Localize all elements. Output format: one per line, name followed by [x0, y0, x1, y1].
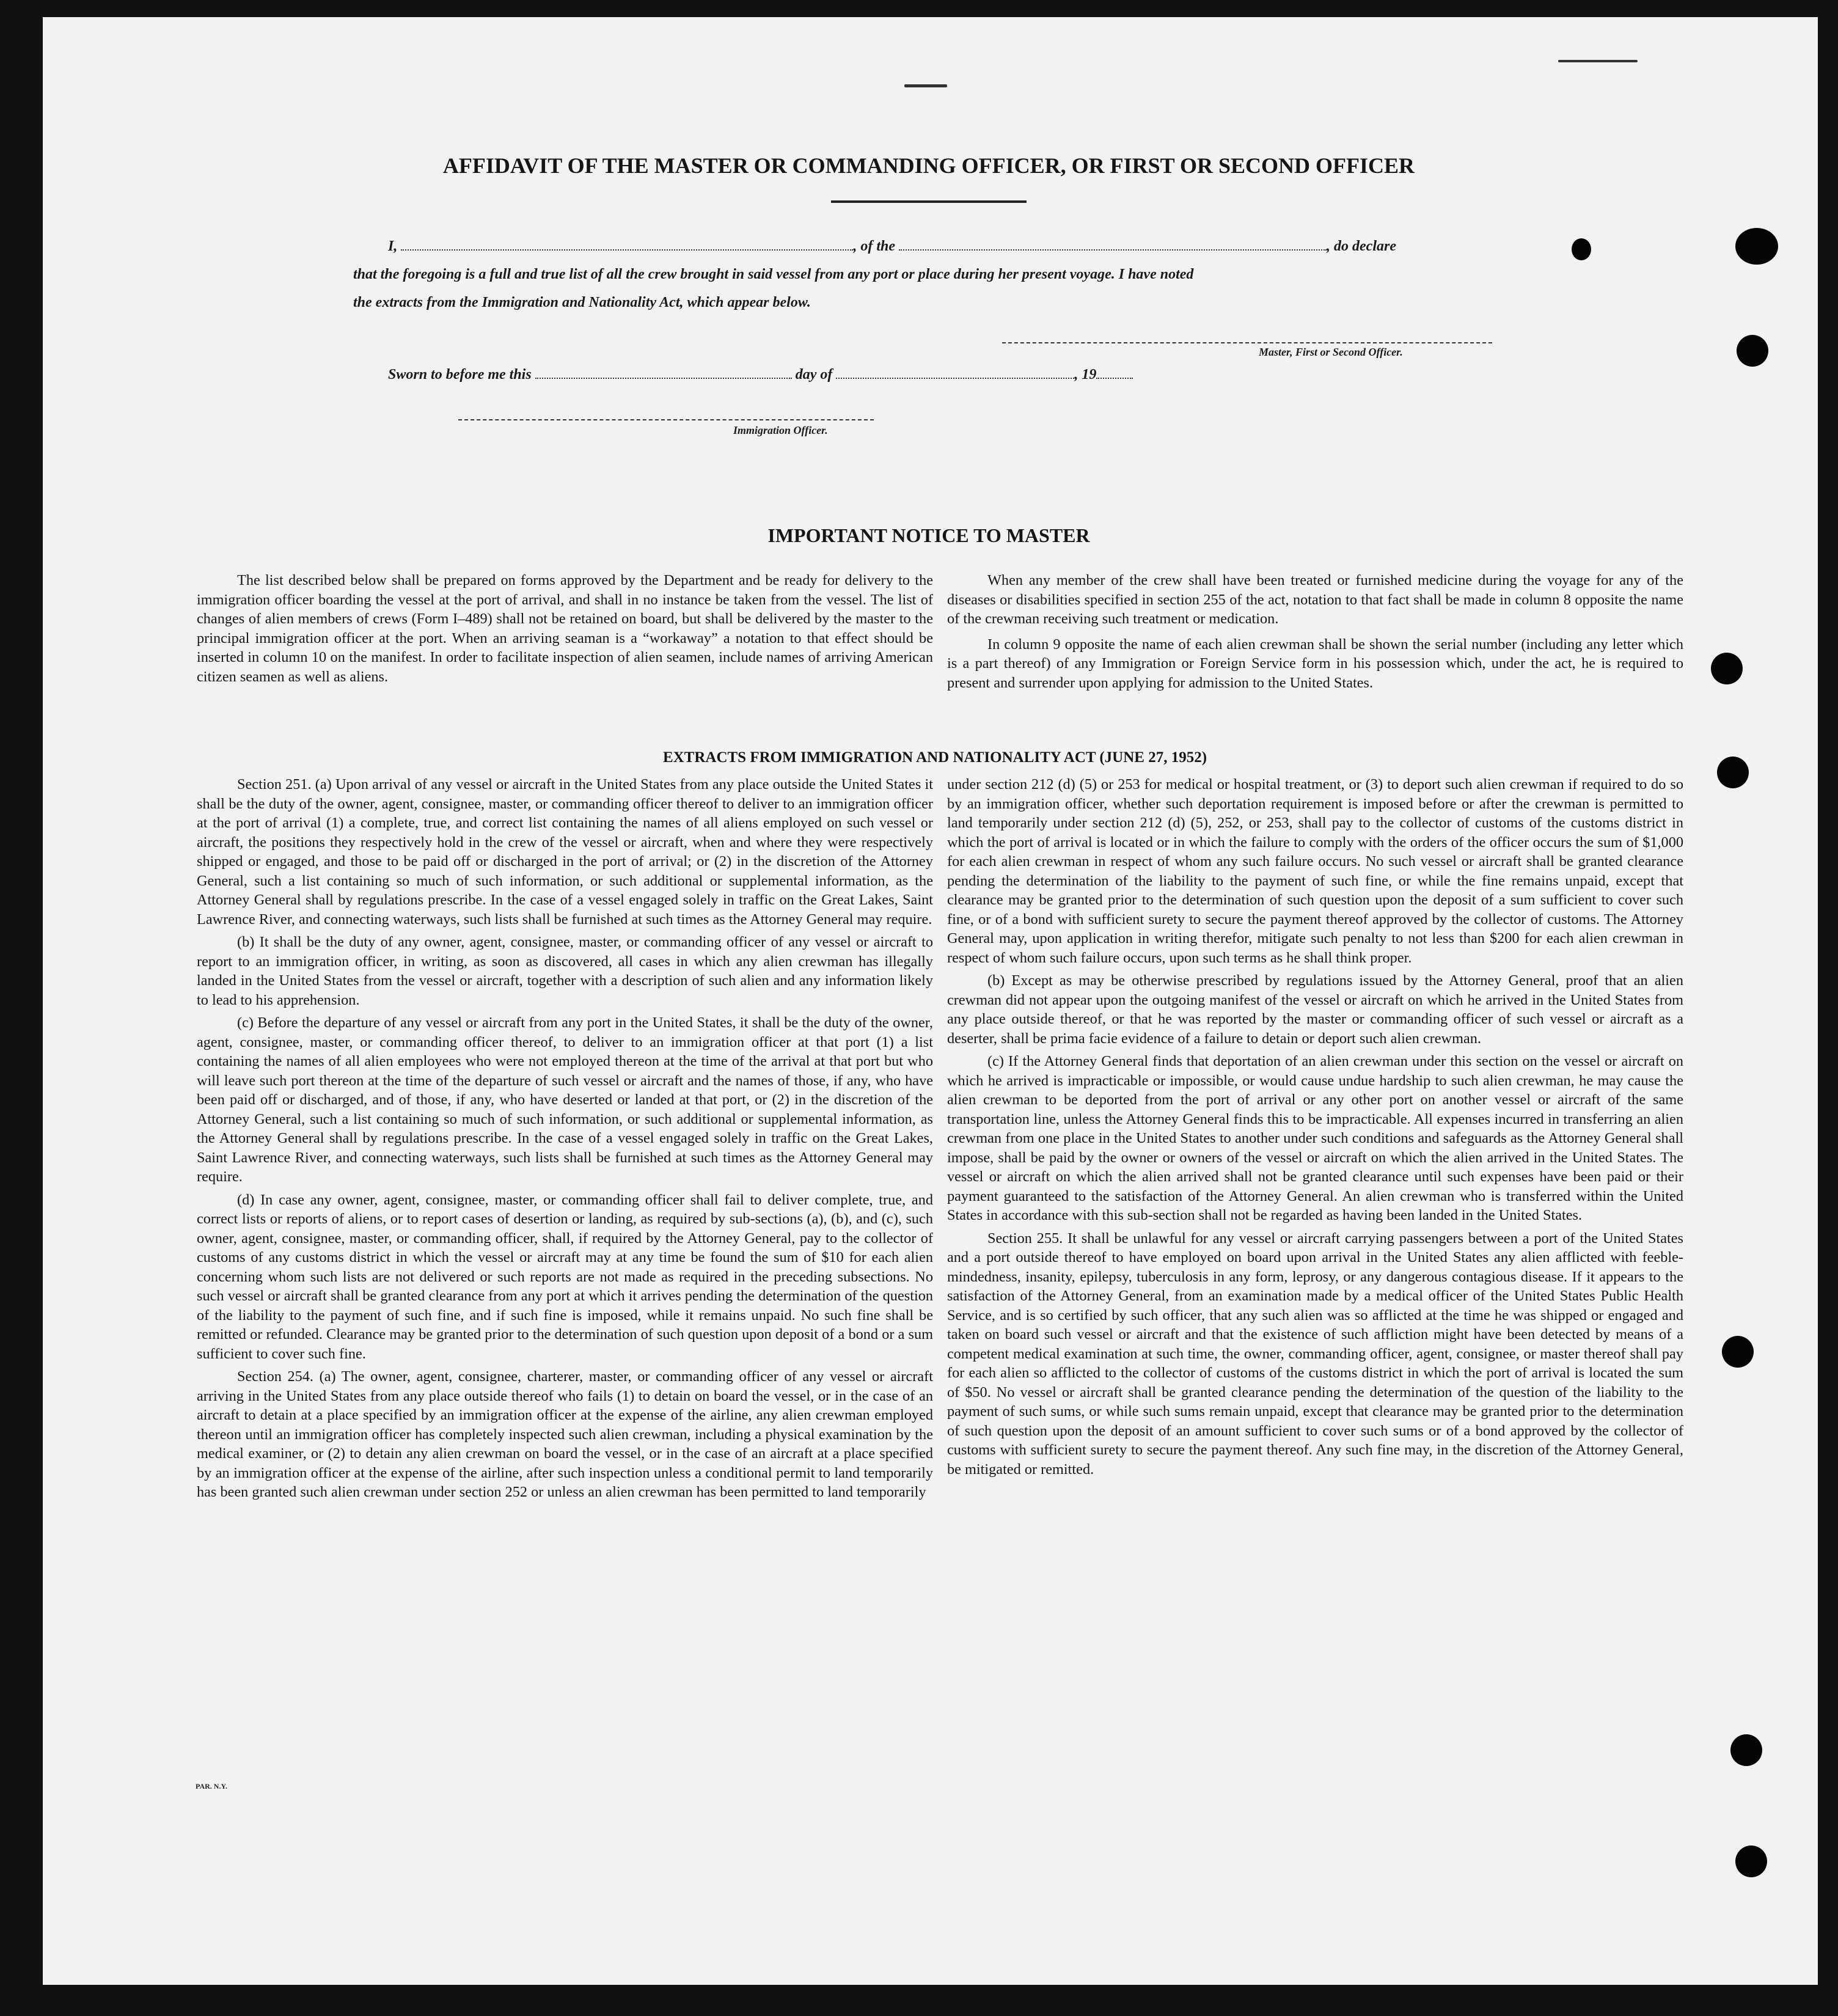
declaration-do-declare: , do declare: [1327, 238, 1396, 254]
sworn-line: [388, 367, 1305, 383]
sworn-day-of: day of: [795, 367, 833, 383]
extracts-left-column: [197, 775, 933, 1506]
name-blank[interactable]: [401, 238, 853, 251]
extracts-right-column: [947, 775, 1683, 1483]
punch-hole: [1735, 1846, 1767, 1877]
punch-hole: [1717, 757, 1749, 788]
sworn-year-prefix: , 19: [1074, 367, 1097, 383]
master-caption: Master, First or Second Officer.: [1259, 346, 1403, 358]
scan-mark: [904, 84, 947, 87]
declaration-line-3: the extracts from the Immigration and Nationality Act, which appear below.: [353, 295, 811, 310]
sworn-prefix: Sworn to before me this: [388, 367, 532, 383]
declaration-of-the: , of the: [853, 238, 896, 254]
ink-blot: [1572, 238, 1591, 260]
affidavit-title: AFFIDAVIT OF THE MASTER OR COMMANDING OFFICER, OR FIRST OR SECOND OFFICER: [442, 153, 1415, 178]
extract-paragraph: (c) If the Attorney General finds that deportation of an alien crewman under this section on the vessel or aircraft on which he arrived is impracticable or impossible, or would cause undue hardship to such alien crewman, he may cause the alien crewman to be deported from the port of arrival or any other port on another vessel or aircraft of the same transportation line, unless the Attorney General finds this to be impracticable. All expenses incurred in transferring an alien crewman from one place in the United States to another under such conditions and safeguards as the Attorney General shall impose, shall be paid by the owner or owners of the vessel or aircraft on which the alien arrived in the United States. The vessel or aircraft on which the alien arrived shall not be granted clearance until such expenses have been paid or their payment guaranteed to the satisfaction of the Attorney General. An alien crewman who is transferred within the United States in accordance with this sub-section shall not be regarded as having been landed in the United States.: [947, 1053, 1683, 1223]
scan-mark: [1558, 60, 1638, 62]
extracts-title: EXTRACTS FROM IMMIGRATION AND NATIONALITY ACT (JUNE 27, 1952): [662, 749, 1207, 766]
punch-hole: [1730, 1734, 1762, 1766]
declaration-line-2: that the foregoing is a full and true list of all the crew brought in said vessel from any port or place during her present voyage. I have noted: [353, 266, 1194, 282]
punch-hole: [1711, 653, 1743, 684]
extract-paragraph: Section 251. (a) Upon arrival of any vessel or aircraft in the United States from any place outside the United States it shall be the duty of the owner, agent, consignee, master, or commanding officer thereof to deliver to an immigration officer at the port of arrival (1) a complete, true, and correct list containing the names of all aliens employed on such vessel or aircraft, the positions they respectively hold in the crew of the vessel or aircraft, when and where they were respectively shipped or engaged, and those to be paid off or discharged in the port of arrival; or (2) in the discretion of the Attorney General, such a list containing so much of such information, or such additional or supplemental information, as the Attorney General shall by regulations prescribe. In the case of a vessel engaged solely in traffic on the Great Lakes, Saint Lawrence River, and connecting waterways, such lists shall be furnished at such times as the Attorney General may require.: [197, 776, 933, 928]
notice-left-column: [197, 571, 933, 690]
sworn-month-blank[interactable]: [836, 367, 1074, 379]
notice-paragraph: When any member of the crew shall have been treated or furnished medicine during the voyage for any of the diseases or disabilities specified in section 255 of the act, notation to that fact shall be made in column 8 opposite the name of the crewman receiving such treatment or medication.: [947, 572, 1683, 627]
punch-hole: [1722, 1336, 1754, 1368]
punch-hole: [1737, 335, 1768, 367]
master-signature-line[interactable]: [1002, 342, 1492, 343]
notice-paragraph: In column 9 opposite the name of each alien crewman shall be shown the serial number (including any letter which is a part thereof) of any Immigration or Foreign Service form in his possession which, under the act, he is required to present and surrender upon applying for admission to the United States.: [947, 636, 1683, 691]
notice-title: IMPORTANT NOTICE TO MASTER: [767, 524, 1090, 546]
extract-paragraph: Section 254. (a) The owner, agent, consignee, charterer, master, or commanding officer of any vessel or aircraft arriving in the United States from any place outside thereof who fails (1) to detain on board the vessel, or in the case of an aircraft to detain at a place specified by an immigration officer at the expense of the airline, any alien crewman employed thereon until an immigration officer has completely inspected such alien crewman, including a physical examination by the medical examiner, or (2) to detain any alien crewman on board the vessel, or in the case of an aircraft at a place specified by an immigration officer at the expense of the airline, after such inspection unless a conditional permit to land temporarily has been granted such alien crewman under section 252 or unless an alien crewman has been permitted to land temporarily: [197, 1368, 933, 1500]
extract-paragraph: (d) In case any owner, agent, consignee, master, or commanding officer shall fail to deliver complete, true, and correct lists or reports of aliens, or to report cases of desertion or landing, as required by sub-sections (a), (b), and (c), such owner, agent, consignee, master, or commanding officer, shall, if required by the Attorney General, pay to the collector of customs of any customs district in which the vessel or aircraft may at any time be found the sum of $10 for each alien concerning whom such lists are not delivered or such reports are not made as required in the preceding subsections. No such vessel or aircraft shall be granted clearance from any port at which it arrives pending the determination of the question of the liability to the payment of such fine, and if such fine is imposed, while it remains unpaid. No such fine shall be remitted or refunded. Clearance may be granted prior to the determination of such question upon deposit of a bond or a sum sufficient to cover such fine.: [197, 1191, 933, 1362]
extract-paragraph: Section 255. It shall be unlawful for any vessel or aircraft carrying passengers between a port of the United States and a port outside thereof to have employed on board upon arrival in the United States any alien afflicted with feeble-mindedness, insanity, epilepsy, tuberculosis in any form, leprosy, or any dangerous contagious disease. If it appears to the satisfaction of the Attorney General, from an examination made by a medical officer of the United States Public Health Service, and is so certified by such officer, that any such alien was so afflicted at the time he was shipped or engaged and taken on board such vessel or aircraft and that the existence of such affliction might have been detected by means of a competent medical examination at such time, the owner, commanding officer, agent, consignee, or master thereof shall pay for each alien so afflicted to the collector of customs of the customs district in which the port of arrival is located the sum of $50. No vessel or aircraft shall be granted clearance pending the determination of the question of the liability to the payment of such sums, or while such sums remain unpaid, except that clearance may be granted prior to the determination of such question upon the deposit of an amount sufficient to cover such sums or of a bond approved by the collector of customs with sufficient surety to secure the payment thereof. Any such fine may, in the discretion of the Attorney General, be mitigated or remitted.: [947, 1230, 1683, 1478]
officer-caption: Immigration Officer.: [733, 424, 828, 436]
declaration-i: I,: [388, 238, 398, 254]
vessel-blank[interactable]: [899, 238, 1327, 251]
sworn-day-blank[interactable]: [535, 367, 792, 379]
title-rule: [831, 200, 1027, 203]
notice-right-column: [947, 571, 1683, 696]
extract-paragraph: under section 212 (d) (5) or 253 for medical or hospital treatment, or (3) to deport such alien crewman if required to do so by an immigration officer, whether such deportation requirement is imposed before or after the crewman is permitted to land temporarily under section 212 (d) (5), 252, or 253, shall pay to the collector of customs of the customs district in which the port of arrival is located or in which the failure to comply with the orders of the officer occurs the sum of $1,000 for each alien crewman in respect of whom any such failure occurs. No such vessel or aircraft shall be granted clearance pending the determination of the liability to the payment of such fine, or while the fine remains unpaid, except that clearance may be granted prior to the determination of such question upon the deposit of a sum sufficient to cover such fine, or of a bond with sufficient surety to secure the payment thereof approved by the collector of customs. The Attorney General may, upon application in writing therefor, mitigate such penalty to not less than $200 for each alien crewman in respect of whom such failure occurs, upon such terms as he shall think proper.: [947, 776, 1683, 966]
extract-paragraph: (b) Except as may be otherwise prescribed by regulations issued by the Attorney General, proof that an alien crewman did not appear upon the outgoing manifest of the vessel or aircraft on which he arrived in the United States from any place outside thereof, or that he was reported by the master or commanding officer of such vessel or aircraft as a deserter, shall be prima facie evidence of a failure to detain or deport such alien crewman.: [947, 972, 1683, 1047]
notice-paragraph: The list described below shall be prepared on forms approved by the Department and be ready for delivery to the immigration officer boarding the vessel at the port of arrival, and shall in no instance be taken from the vessel. The list of changes of alien members of crews (Form I–489) shall not be retained on board, but shall be delivered by the master to the principal immigration officer at the port. When an arriving seaman is a “workaway” a notation to that effect should be inserted in column 10 on the manifest. In order to facilitate inspection of alien seamen, include names of arriving American citizen seamen as well as aliens.: [197, 572, 933, 685]
punch-hole: [1735, 228, 1778, 265]
officer-signature-line[interactable]: [458, 419, 874, 420]
extract-paragraph: (c) Before the departure of any vessel or aircraft from any port in the United States, it shall be the duty of the owner, agent, consignee, master, or commanding officer thereof, to deliver to an immigration officer at that port (1) a list containing the names of all alien employees who were not employed thereon at the time of the arrival at that port but who will leave such port thereon at the time of the departure of such vessel or aircraft and the names of those, if any, who have been paid off or discharged, and of those, if any, who have deserted or landed at that port, or (2) in the discretion of the Attorney General, such a list containing so much of such information, or such additional or supplemental information, as the Attorney General shall by regulations prescribe. In the case of a vessel engaged solely in traffic on the Great Lakes, Saint Lawrence River, and connecting waterways, such lists shall be furnished at such times as the Attorney General may require.: [197, 1014, 933, 1185]
extract-paragraph: (b) It shall be the duty of any owner, agent, consignee, master, or commanding officer of any vessel or aircraft to report to an immigration officer, in writing, as soon as discovered, all cases in which any alien crewman has illegally landed in the United States from the vessel or aircraft, together with a description of such alien and any information likely to lead to his apprehension.: [197, 934, 933, 1008]
declaration-line-1: [388, 238, 1537, 255]
printer-mark: PAR. N.Y.: [196, 1782, 228, 1791]
sworn-year-blank[interactable]: [1096, 367, 1133, 379]
form-page: [43, 17, 1818, 1985]
